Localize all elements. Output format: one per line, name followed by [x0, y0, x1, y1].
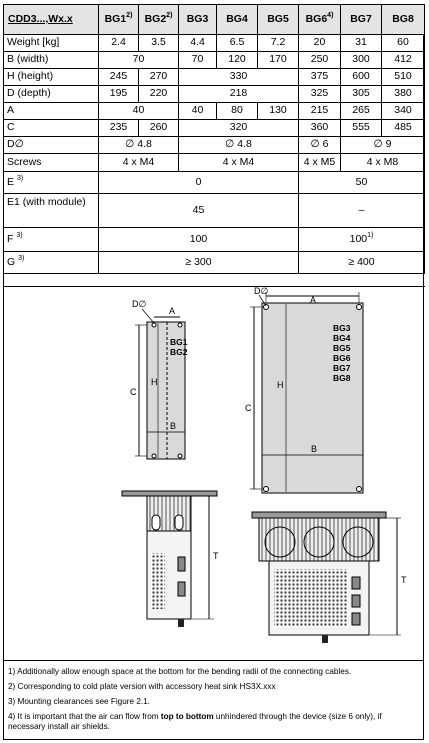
- cell: 245: [99, 69, 139, 86]
- cell: 4.4: [179, 35, 217, 52]
- large-h-label: H: [277, 380, 284, 390]
- cell: ∅ 4.8: [99, 137, 179, 154]
- dimensions-table: [3, 4, 425, 274]
- row-label: A: [4, 103, 99, 120]
- cell: 20: [299, 35, 341, 52]
- header-bg1: BG1$^{2)}$: [99, 5, 139, 35]
- footnote-3: 3) Mounting clearances see Figure 2.1.: [8, 697, 150, 706]
- table-row-e: [4, 172, 425, 194]
- drawings-svg: [4, 287, 423, 661]
- row-label: H (height): [4, 69, 99, 86]
- cell: 265: [341, 103, 382, 120]
- cell: 270: [139, 69, 179, 86]
- table-row-a: [4, 103, 425, 120]
- cell: 340: [382, 103, 425, 120]
- cell: 600: [341, 69, 382, 86]
- table-header-row: [4, 5, 425, 35]
- cell: 4 x M8: [341, 154, 425, 172]
- header-bg6: BG6$^{4)}$: [299, 5, 341, 35]
- large-d-label: D∅: [254, 287, 269, 296]
- small-a-label: A: [169, 306, 176, 316]
- header-bg4: BG4: [217, 5, 258, 35]
- table-row-g: [4, 252, 425, 274]
- cell: 70: [179, 52, 217, 69]
- small-t-label: T: [213, 551, 219, 561]
- small-b-label: B: [170, 421, 177, 431]
- cell: 218: [179, 86, 299, 103]
- cell: 2.4: [99, 35, 139, 52]
- table-row-c: [4, 120, 425, 137]
- cell: 70: [99, 52, 179, 69]
- footnote-2: 2) Corresponding to cold plate version with accessory heat sink HS3X.xxx: [8, 682, 276, 691]
- header-bg5: BG5: [258, 5, 299, 35]
- dimension-drawings: [4, 286, 425, 661]
- cell: ≥ 300: [99, 252, 299, 274]
- table-row-d-depth: [4, 86, 425, 103]
- table-row-weight: [4, 35, 425, 52]
- row-label: E1 (with module): [4, 194, 99, 228]
- cell: 4 x M4: [179, 154, 299, 172]
- row-label: D (depth): [4, 86, 99, 103]
- cell: 7.2: [258, 35, 299, 52]
- header-bg2: BG2$^{2)}$: [139, 5, 179, 35]
- cell: 50: [299, 172, 425, 194]
- small-d-label: D∅: [132, 299, 147, 309]
- large-a-label: A: [310, 295, 317, 305]
- header-corner: CDD3...,Wx.x: [4, 5, 99, 35]
- cell: 510: [382, 69, 425, 86]
- large-size-bg7: BG7: [333, 363, 351, 373]
- cell: 300: [341, 52, 382, 69]
- cell: ≥ 400: [299, 252, 425, 274]
- cell: 4 x M5: [299, 154, 341, 172]
- cell: 80: [217, 103, 258, 120]
- small-unit-side-view: [122, 491, 219, 627]
- row-label: D∅: [4, 137, 99, 154]
- large-size-bg8: BG8: [333, 373, 351, 383]
- table-row-h-height: [4, 69, 425, 86]
- header-bg3: BG3: [179, 5, 217, 35]
- cell: 330: [179, 69, 299, 86]
- cell: 412: [382, 52, 425, 69]
- cell: 45: [99, 194, 299, 228]
- small-c-label: C: [130, 387, 137, 397]
- footnotes: [4, 660, 423, 741]
- cell: 0: [99, 172, 299, 194]
- row-label: E $^{3)}$: [4, 172, 99, 194]
- cell: 485: [382, 120, 425, 137]
- cell: 250: [299, 52, 341, 69]
- cell: 100: [99, 228, 299, 252]
- cell: 3.5: [139, 35, 179, 52]
- cell: 360: [299, 120, 341, 137]
- footnote-4: 4) It is important that the air can flow from top to bottom unhindered through the device (size 6 only), if necessary install air shields.: [8, 712, 382, 731]
- large-unit-front-view: [245, 287, 363, 493]
- large-size-bg4: BG4: [333, 333, 351, 343]
- cell: ∅ 4.8: [179, 137, 299, 154]
- footnote-1: 1) Additionally allow enough space at the bottom for the bending radii of the connecting cables.: [8, 667, 352, 676]
- cell: ∅ 9: [341, 137, 425, 154]
- large-t-label: T: [401, 575, 407, 585]
- cell: –: [299, 194, 425, 228]
- table-row-f: [4, 228, 425, 252]
- cell: 375: [299, 69, 341, 86]
- table-row-d-diameter: [4, 137, 425, 154]
- cell: 40: [179, 103, 217, 120]
- cell: 215: [299, 103, 341, 120]
- large-size-bg6: BG6: [333, 353, 351, 363]
- cell: 305: [341, 86, 382, 103]
- row-label: Weight [kg]: [4, 35, 99, 52]
- small-size-bg1: BG1: [170, 337, 188, 347]
- large-size-bg3: BG3: [333, 323, 351, 333]
- cell: 260: [139, 120, 179, 137]
- large-b-label: B: [311, 444, 318, 454]
- large-size-bg5: BG5: [333, 343, 351, 353]
- large-c-label: C: [245, 403, 252, 413]
- cell: ∅ 6: [299, 137, 341, 154]
- row-label: C: [4, 120, 99, 137]
- header-bg8: BG8: [382, 5, 425, 35]
- header-bg7: BG7: [341, 5, 382, 35]
- cell: 555: [341, 120, 382, 137]
- row-label: Screws: [4, 154, 99, 172]
- cell: 220: [139, 86, 179, 103]
- cell: 235: [99, 120, 139, 137]
- table-row-screws: [4, 154, 425, 172]
- table-row-b-width: [4, 52, 425, 69]
- cell: 31: [341, 35, 382, 52]
- large-unit-side-view: [252, 512, 407, 643]
- small-size-bg2: BG2: [170, 347, 188, 357]
- cell: 325: [299, 86, 341, 103]
- table-row-e1: [4, 194, 425, 228]
- small-unit-front-view: [130, 299, 188, 459]
- cell: 60: [382, 35, 425, 52]
- cell: 320: [179, 120, 299, 137]
- cell: 170: [258, 52, 299, 69]
- cell: 100$^{1)}$: [299, 228, 425, 252]
- cell: 380: [382, 86, 425, 103]
- cell: 195: [99, 86, 139, 103]
- cell: 130: [258, 103, 299, 120]
- dimension-sheet: [3, 4, 424, 740]
- row-label: B (width): [4, 52, 99, 69]
- row-label: F $^{3)}$: [4, 228, 99, 252]
- cell: 40: [99, 103, 179, 120]
- cell: 6.5: [217, 35, 258, 52]
- cell: 4 x M4: [99, 154, 179, 172]
- small-h-label: H: [151, 377, 158, 387]
- row-label: G $^{3)}$: [4, 252, 99, 274]
- cell: 120: [217, 52, 258, 69]
